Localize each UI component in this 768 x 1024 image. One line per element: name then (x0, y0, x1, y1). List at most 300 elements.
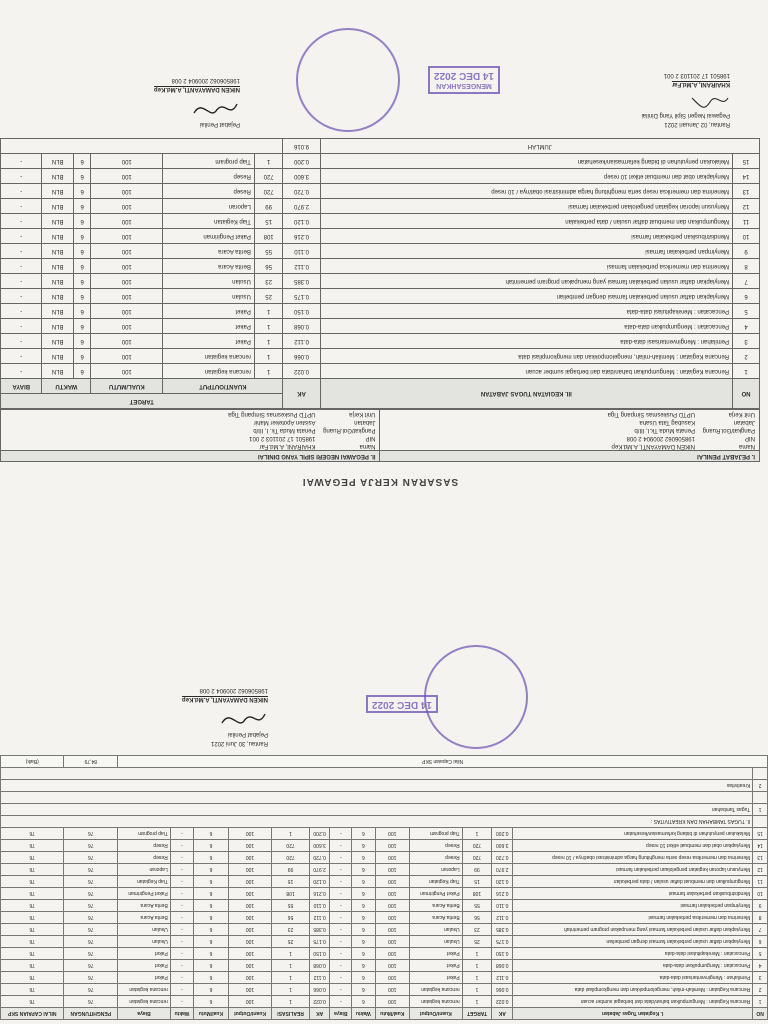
cap-q: 100 (375, 936, 409, 948)
table-row (1, 960, 768, 972)
cap-real-kual: 100 (228, 876, 272, 888)
info-value: 198506062 200904 2 008 (626, 435, 695, 441)
row-ak: 0.150 (283, 304, 320, 319)
row-kuant: 1 (254, 154, 283, 169)
cap-kegiatan: Rencana Kegiatan : Mengumpulkan bahan/data dari berbagai sumber acuan (513, 996, 753, 1008)
pns-dinilai-info (1, 410, 380, 461)
row-kual: 100 (91, 304, 163, 319)
doc-title: SASARAN KERJA PEGAWAI (301, 476, 459, 487)
cap-real-biaya: - (170, 984, 193, 996)
row-satuan: BLN (42, 184, 73, 199)
signature-scribble (690, 92, 730, 110)
table-row (1, 154, 760, 169)
row-waktu: 6 (73, 169, 90, 184)
row-ak: 0.112 (283, 334, 320, 349)
row-unit: Paket (163, 304, 255, 319)
table-row (1, 996, 768, 1008)
cap-real-kuant: 1 (272, 996, 309, 1008)
cap-penghitungan: 76 (64, 888, 118, 900)
cap-unit: Berita Acara (410, 912, 463, 924)
cap-real-waktu: 6 (194, 912, 228, 924)
row-kegiatan: Rencana Kegiatan : Memilah-milah, mengelompokkan dan mengkompilasi data (320, 349, 732, 364)
cap-real-waktu: 6 (194, 972, 228, 984)
row-kual: 100 (91, 154, 163, 169)
cap-real-unit: Usulan (118, 924, 171, 936)
cap-penghitungan: 76 (64, 972, 118, 984)
col-kuant: KUANT/OUTPUT (163, 379, 283, 394)
cap-kegiatan: Mengumpulkan dan membuat daftar usulan / data perbekalan (513, 876, 753, 888)
row-no: 9 (733, 244, 760, 259)
row-no: 7 (733, 274, 760, 289)
cap-no: 1 (753, 996, 768, 1008)
row-unit: Tiap Kegiatan (163, 214, 255, 229)
official-stamp (296, 28, 400, 132)
cap-unit: rencana kegiatan (410, 984, 463, 996)
place-date: Rantau, 30 Juni 2021 (210, 740, 268, 746)
cap-penghitungan: 76 (64, 936, 118, 948)
pejabat-penilai-header: I. PEJABAT PENILAI (381, 450, 760, 461)
row-ak: 0.385 (283, 274, 320, 289)
capaian-col-header: Kuant/Output (228, 1008, 272, 1020)
capaian-table (0, 755, 768, 1020)
info-row (1, 410, 380, 418)
cap-real-kuant: 1 (272, 972, 309, 984)
table-row (1, 169, 760, 184)
cap-nilai: 76 (1, 972, 64, 984)
cap-real-waktu: 6 (194, 996, 228, 1008)
cap-real-kuant: 720 (272, 840, 309, 852)
signature-scribble (190, 97, 240, 119)
row-ak: 0.120 (283, 214, 320, 229)
row-kuant: 15 (254, 214, 283, 229)
row-kegiatan: Menerima dan memeriksa perbekalan farmasi (320, 259, 732, 274)
cap-real-unit: rencana kegiatan (118, 996, 171, 1008)
table-row (1, 184, 760, 199)
cap-real-biaya: - (170, 852, 193, 864)
info-row (1, 442, 380, 450)
row-biaya: - (1, 289, 42, 304)
tambahan-no: 1 (753, 804, 768, 816)
cap-real-unit: rencana kegiatan (118, 984, 171, 996)
cap-unit: Paket Pengiriman (410, 888, 463, 900)
capaian-col-header: Biaya (330, 1008, 352, 1020)
cap-real-kual: 100 (228, 888, 272, 900)
cap-t: 15 (462, 876, 492, 888)
cap-penghitungan: 76 (64, 996, 118, 1008)
capaian-col-header: Waktu (170, 1008, 193, 1020)
row-ak: 0.110 (283, 244, 320, 259)
cap-kegiatan: Melakukan penyuluhan di bidang kefarmasian/kesehatan (513, 828, 753, 840)
cap-q: 100 (375, 876, 409, 888)
cap-t: 25 (462, 936, 492, 948)
info-value: UPTD Puskesmas Simpang Tiga (607, 411, 695, 417)
approval-stamp (366, 695, 438, 713)
cap-t: 1 (462, 996, 492, 1008)
cap-no: 9 (753, 900, 768, 912)
info-row (381, 434, 760, 442)
row-kuant: 55 (254, 244, 283, 259)
row-kegiatan: Pencacatan : Mengumpulkan data-data (320, 319, 732, 334)
cap-w: 6 (352, 972, 375, 984)
row-biaya: - (1, 334, 42, 349)
row-ak: 0.175 (283, 289, 320, 304)
cap-nilai: 76 (1, 828, 64, 840)
cap-real-kual: 100 (228, 996, 272, 1008)
row-kegiatan: Pemilahan : Menginventarisasi data-data (320, 334, 732, 349)
info-row (381, 418, 760, 426)
row-ak: 0.066 (283, 349, 320, 364)
kreativitas: Kreativitas (1, 780, 753, 792)
cap-no: 5 (753, 948, 768, 960)
col-waktu: WAKTU (42, 379, 91, 394)
col-kegiatan: III. KEGIATAN TUGAS JABATAN (320, 379, 732, 409)
cap-real-waktu: 6 (194, 828, 228, 840)
cap-real-unit: Paket (118, 972, 171, 984)
cap-real-kual: 100 (228, 912, 272, 924)
row-ak: 0.216 (283, 229, 320, 244)
cap-w: 6 (352, 912, 375, 924)
info-key: Jabatan (354, 419, 376, 425)
cap-q: 100 (375, 828, 409, 840)
row-kuant: 56 (254, 259, 283, 274)
row-kuant: 1 (254, 334, 283, 349)
capaian-col-header: AK (309, 1008, 330, 1020)
capaian-col-header: NILAI CAPAIAN SKP (1, 1008, 64, 1020)
cap-real-kuant: 1 (272, 948, 309, 960)
cap-no: 11 (753, 876, 768, 888)
row-unit: Berita Acara (163, 259, 255, 274)
tambahan-header: II. TUGAS TAMBAHAN DAN KREATIVITAS : (1, 816, 753, 828)
signer-name: NIKEN DAMAYANTI, A.Md.Kep (153, 86, 240, 92)
table-row (1, 876, 768, 888)
cap-penghitungan: 76 (64, 852, 118, 864)
row-waktu: 6 (73, 259, 90, 274)
pejabat-penilai-info (380, 410, 760, 461)
info-row (381, 442, 760, 450)
cap-real-kual: 100 (228, 984, 272, 996)
cap-nilai: 76 (1, 984, 64, 996)
row-ak: 0.112 (283, 259, 320, 274)
row-unit: Tiap program (163, 154, 255, 169)
row-satuan: BLN (42, 334, 73, 349)
cap-real-kual: 100 (228, 960, 272, 972)
cap-real-unit: Resep (118, 840, 171, 852)
row-kual: 100 (91, 364, 163, 379)
cap-biaya: - (330, 936, 352, 948)
row-satuan: BLN (42, 229, 73, 244)
row-waktu: 6 (73, 274, 90, 289)
cap-w: 6 (352, 876, 375, 888)
info-key: Unit Kerja (728, 411, 755, 417)
row-waktu: 6 (73, 334, 90, 349)
cap-real-biaya: - (170, 936, 193, 948)
cap-kegiatan: Menyiapkan obat dan membuat etiket 10 resep (513, 840, 753, 852)
cap-penghitungan: 76 (64, 900, 118, 912)
nilai-sub: (Baik) (1, 756, 64, 768)
signature-scribble (218, 707, 268, 729)
row-no: 13 (733, 184, 760, 199)
table-row (1, 888, 768, 900)
cap-w: 6 (352, 996, 375, 1008)
row-ak: 0.022 (283, 364, 320, 379)
row-no: 5 (733, 304, 760, 319)
signer-role: Pegawai Negeri Sipil Yang Dinilai (641, 112, 730, 118)
info-value: KHAIRANI, A.Md.Far (259, 443, 316, 449)
cap-q: 100 (375, 852, 409, 864)
row-no: 6 (733, 289, 760, 304)
row-unit: Resep (163, 169, 255, 184)
cap-real-waktu: 6 (194, 948, 228, 960)
info-key: NIP (365, 435, 376, 441)
row-satuan: BLN (42, 199, 73, 214)
cap-biaya: - (330, 864, 352, 876)
cap-no: 7 (753, 924, 768, 936)
cap-real-unit: Resep (118, 852, 171, 864)
row-waktu: 6 (73, 214, 90, 229)
cap-real-unit: Tiap program (118, 828, 171, 840)
cap-penghitungan: 76 (64, 864, 118, 876)
cap-real-unit: Paket (118, 960, 171, 972)
row-kual: 100 (91, 334, 163, 349)
cap-w: 6 (352, 936, 375, 948)
cap-kegiatan: Mendistribusikan perbekalan farmasi (513, 888, 753, 900)
cap-no: 15 (753, 828, 768, 840)
cap-ak: 0.066 (492, 984, 513, 996)
cap-real-waktu: 6 (194, 864, 228, 876)
cap-biaya: - (330, 924, 352, 936)
signature-pns (642, 70, 731, 128)
cap-no: 4 (753, 960, 768, 972)
cap-t: 1 (462, 828, 492, 840)
cap-nilai: 76 (1, 900, 64, 912)
cap-w: 6 (352, 900, 375, 912)
tambahan-no (753, 816, 768, 828)
total-value: 9.016 (283, 139, 320, 154)
row-ak: 0.720 (283, 184, 320, 199)
cap-t: 99 (462, 864, 492, 876)
row-satuan: BLN (42, 244, 73, 259)
cap-biaya: - (330, 828, 352, 840)
row-unit: rencana kegiatan (163, 364, 255, 379)
table-row (1, 840, 768, 852)
row-waktu: 6 (73, 154, 90, 169)
cap-kegiatan: Menyiapkan daftar usulan perbekalan farmasi dengan pembelian (513, 936, 753, 948)
row-no: 8 (733, 259, 760, 274)
signature-area (0, 14, 760, 134)
cap-real-waktu: 6 (194, 900, 228, 912)
cap-kegiatan: Menyiapkan daftar usulan perbekalan farmasi yang merupakan program pemerintah (513, 924, 753, 936)
cap-unit: rencana kegiatan (410, 996, 463, 1008)
cap-w: 6 (352, 924, 375, 936)
cap-real-biaya: - (170, 996, 193, 1008)
row-satuan: BLN (42, 289, 73, 304)
row-biaya: - (1, 259, 42, 274)
signature-pejabat (154, 75, 240, 128)
cap-w: 6 (352, 948, 375, 960)
row-kual: 100 (91, 259, 163, 274)
cap-ak: 0.120 (492, 876, 513, 888)
info-key: Unit Kerja (349, 411, 376, 417)
table-row (1, 828, 768, 840)
info-row (1, 426, 380, 434)
row-waktu: 6 (73, 229, 90, 244)
table-row (1, 199, 760, 214)
info-key: Jabatan (733, 419, 755, 425)
signature-pejabat (182, 685, 268, 747)
cap-penghitungan: 76 (64, 840, 118, 852)
table-row (1, 852, 768, 864)
cap-real-kual: 100 (228, 936, 272, 948)
row-no: 4 (733, 319, 760, 334)
tambahan-no: 2 (753, 780, 768, 792)
cap-ak: 0.385 (492, 924, 513, 936)
row-kegiatan: Menyiapkan daftar usulan perbekalan farmasi yang merupakan program pemerintah (320, 274, 732, 289)
approval-stamp (428, 66, 500, 94)
table-row (1, 214, 760, 229)
col-no: NO (733, 379, 760, 409)
row-unit: Usulan (163, 289, 255, 304)
cap-real-waktu: 6 (194, 876, 228, 888)
info-value: NIKEN DAMAYANTI, A.Md.Kep (611, 443, 695, 449)
row-no: 3 (733, 334, 760, 349)
table-row (1, 972, 768, 984)
info-row (381, 426, 760, 434)
cap-q: 100 (375, 948, 409, 960)
cap-kegiatan: Menerima dan memeriksa perbekalan farmasi (513, 912, 753, 924)
cap-biaya: - (330, 840, 352, 852)
info-key: Pangkat/Gol.Ruang (323, 427, 376, 433)
capaian-col-header: Kuant/Output (410, 1008, 463, 1020)
row-kuant: 108 (254, 229, 283, 244)
row-kuant: 1 (254, 304, 283, 319)
cap-real-ak: 0.068 (309, 960, 330, 972)
row-kegiatan: Menyiapkan daftar usulan perbekalan farmasi dengan pembelian (320, 289, 732, 304)
table-row (1, 936, 768, 948)
cap-nilai: 76 (1, 996, 64, 1008)
nilai-value: 84,79 (64, 756, 118, 768)
stamp-title: MENGESAHKAN (436, 82, 492, 89)
cap-q: 100 (375, 996, 409, 1008)
cap-biaya: - (330, 960, 352, 972)
total-filler (1, 139, 283, 154)
cap-kegiatan: Menerima dan memeriksa resep serta menghitung harga administrasi obat/nya / 10 resep (513, 852, 753, 864)
signer-nip: 198501 17 201103 2 001 (663, 72, 730, 78)
cap-real-ak: 0.066 (309, 984, 330, 996)
cap-real-ak: 0.150 (309, 948, 330, 960)
row-ak: 3.600 (283, 169, 320, 184)
cap-penghitungan: 76 (64, 912, 118, 924)
table-row (1, 304, 760, 319)
cap-ak: 0.720 (492, 852, 513, 864)
cap-real-kuant: 56 (272, 912, 309, 924)
cap-real-waktu: 6 (194, 840, 228, 852)
info-row (1, 434, 380, 442)
row-kual: 100 (91, 289, 163, 304)
cap-nilai: 76 (1, 924, 64, 936)
cap-real-kual: 100 (228, 948, 272, 960)
row-satuan: BLN (42, 319, 73, 334)
row-kegiatan: Menyiapkan obat dan membuat etiket 10 resep (320, 169, 732, 184)
cap-real-unit: Berita Acara (118, 900, 171, 912)
cap-q: 100 (375, 900, 409, 912)
row-waktu: 6 (73, 244, 90, 259)
cap-nilai: 76 (1, 852, 64, 864)
stamp-date: 14 DEC 2022 (371, 699, 432, 710)
row-satuan: BLN (42, 154, 73, 169)
cap-ak: 2.970 (492, 864, 513, 876)
cap-q: 100 (375, 912, 409, 924)
cap-ak: 0.112 (492, 912, 513, 924)
row-no: 1 (733, 364, 760, 379)
row-satuan: BLN (42, 214, 73, 229)
cap-real-kuant: 1 (272, 960, 309, 972)
row-biaya: - (1, 349, 42, 364)
capaian-skp-sheet (0, 512, 768, 1024)
cap-biaya: - (330, 996, 352, 1008)
cap-unit: Tiap Kegiatan (410, 876, 463, 888)
cap-real-kuant: 55 (272, 900, 309, 912)
cap-ak: 0.200 (492, 828, 513, 840)
row-waktu: 6 (73, 199, 90, 214)
cap-ak: 3.600 (492, 840, 513, 852)
nilai-label: Nilai Capaian SKP (118, 756, 768, 768)
table-row (1, 984, 768, 996)
col-kual: KUAL/MUTU (91, 379, 163, 394)
cap-real-ak: 0.110 (309, 900, 330, 912)
cap-real-biaya: - (170, 840, 193, 852)
cap-no: 6 (753, 936, 768, 948)
cap-ak: 0.068 (492, 960, 513, 972)
cap-w: 6 (352, 888, 375, 900)
row-waktu: 6 (73, 349, 90, 364)
row-kual: 100 (91, 184, 163, 199)
cap-real-biaya: - (170, 972, 193, 984)
row-no: 15 (733, 154, 760, 169)
info-key: NIP (744, 435, 755, 441)
row-kegiatan: Menyusun laporan kegiatan pengelolaan perbekalan farmasi (320, 199, 732, 214)
info-value: Kasubag Tata Usaha (639, 419, 695, 425)
cap-real-biaya: - (170, 900, 193, 912)
cap-nilai: 76 (1, 936, 64, 948)
cap-real-ak: 0.385 (309, 924, 330, 936)
cap-q: 100 (375, 924, 409, 936)
cap-ak: 0.216 (492, 888, 513, 900)
row-biaya: - (1, 184, 42, 199)
row-kuant: 1 (254, 364, 283, 379)
cap-real-unit: Paket Pengiriman (118, 888, 171, 900)
cap-real-ak: 0.112 (309, 912, 330, 924)
cap-q: 100 (375, 888, 409, 900)
cap-real-kuant: 720 (272, 852, 309, 864)
row-kuant: 720 (254, 169, 283, 184)
row-waktu: 6 (73, 304, 90, 319)
table-row (1, 274, 760, 289)
cap-penghitungan: 76 (64, 984, 118, 996)
row-biaya: - (1, 319, 42, 334)
info-value: Penata Muda Tk. I, III/b (253, 427, 316, 433)
cap-real-kual: 100 (228, 924, 272, 936)
info-block (0, 409, 760, 462)
cap-nilai: 76 (1, 864, 64, 876)
cap-biaya: - (330, 876, 352, 888)
row-unit: Resep (163, 184, 255, 199)
info-key: Nama (738, 443, 755, 449)
cap-nilai: 76 (1, 912, 64, 924)
row-ak: 0.068 (283, 319, 320, 334)
cap-w: 6 (352, 828, 375, 840)
cap-kegiatan: Menyusun laporan kegiatan pengelolaan perbekalan farmasi (513, 864, 753, 876)
cap-real-kuant: 23 (272, 924, 309, 936)
